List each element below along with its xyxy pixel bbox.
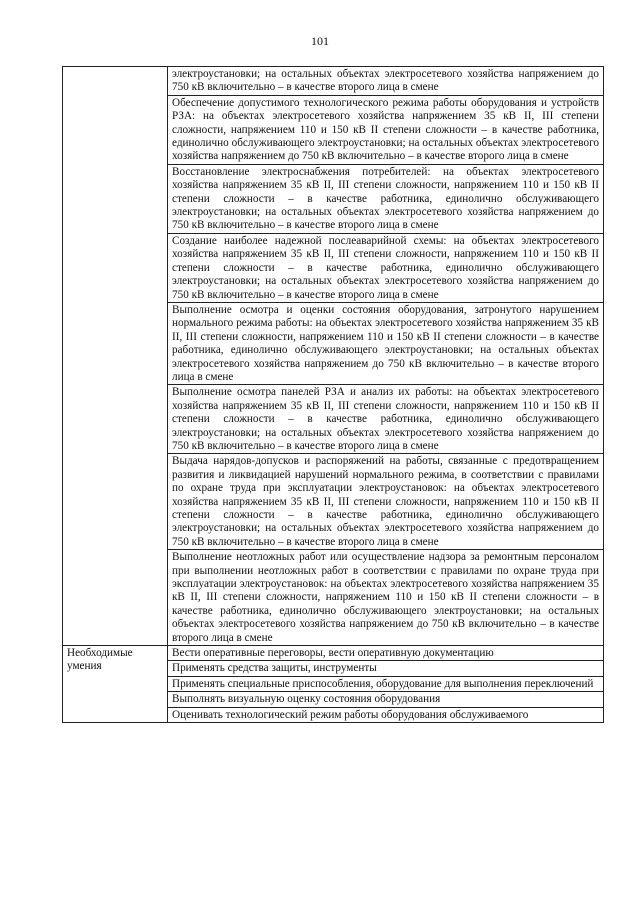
table-row [63,67,604,96]
table-cell: Выполнять визуальную оценку состояния оборудования [168,692,604,707]
table-cell: Оценивать технологический режим работы оборудования обслуживаемого [168,707,604,722]
table-cell: Выполнение неотложных работ или осуществление надзора за ремонтным персоналом при выполнении неотложных работ в соответствии с правилами по охране труда при эксплуатации электроустановок: на объектах электросетевого хозяйства напряжением 35 кВ II, III степени сложности, напряжением 110 и 150 кВ II степени сложности – в качестве работника, единолично обслуживающего электроустановки; на остальных объектах электросетевого хозяйства напряжением до 750 кВ включительно – в качестве второго лица в смене [168,550,604,646]
table-cell: Обеспечение допустимого технологического режима работы оборудования и устройств РЗА: на объектах электросетевого хозяйства напряжением 35 кВ II, III степени сложности, напряжением 110 и 150 кВ II степени сложности – в качестве работника, единолично обслуживающего электроустановки; на остальных объектах электросетевого хозяйства напряжением до 750 кВ включительно – в качестве второго лица в смене [168,95,604,164]
table-cell: электроустановки; на остальных объектах электросетевого хозяйства напряжением до 750 кВ включительно – в качестве второго лица в смене [168,67,604,96]
table-cell: Применять средства защиты, инструменты [168,661,604,676]
table-cell: Восстановление электроснабжения потребителей: на объектах электросетевого хозяйства напряжением 35 кВ II, III степени сложности, напряжением 110 и 150 кВ II степени сложности – в качестве работника, единолично обслуживающего электроустановки; на остальных объектах электросетевого хозяйства напряжением до 750 кВ включительно – в качестве второго лица в смене [168,164,604,233]
row-label-empty [63,67,168,646]
table-cell: Выдача нарядов-допусков и распоряжений на работы, связанные с предотвращением развития и ликвидацией нарушений нормального режима, в соответствии с правилами по охране труда при эксплуатации электроустановок: на объектах электросетевого хозяйства напряжением 35 кВ II, III степени сложности, напряжением 110 и 150 кВ II степени сложности – в качестве работника, единолично обслуживающего электроустановки; на остальных объектах электросетевого хозяйства напряжением до 750 кВ включительно – в качестве второго лица в смене [168,454,604,550]
page-number: 101 [311,34,329,48]
table-cell: Создание наиболее надежной послеаварийной схемы: на объектах электросетевого хозяйства напряжением 35 кВ II, III степени сложности, напряжением 110 и 150 кВ II степени сложности – в качестве работника, единолично обслуживающего электроустановки; на остальных объектах электросетевого хозяйства напряжением до 750 кВ включительно – в качестве второго лица в смене [168,233,604,302]
table-cell: Выполнение осмотра панелей РЗА и анализ их работы: на объектах электросетевого хозяйства напряжением 35 кВ II, III степени сложности, напряжением 110 и 150 кВ II степени сложности – в качестве работника, единолично обслуживающего электроустановки; на остальных объектах электросетевого хозяйства напряжением до 750 кВ включительно – в качестве второго лица в смене [168,385,604,454]
qualification-table [62,66,604,723]
table-cell: Применять специальные приспособления, оборудование для выполнения переключений [168,676,604,691]
table-row [63,646,604,661]
table-cell: Вести оперативные переговоры, вести оперативную документацию [168,646,604,661]
table-cell: Выполнение осмотра и оценки состояния оборудования, затронутого нарушением нормального режима работы: на объектах электросетевого хозяйства напряжением 35 кВ II, III степени сложности, напряжением 110 и 150 кВ II степени сложности – в качестве работника, единолично обслуживающего электроустановки; на остальных объектах электросетевого хозяйства напряжением до 750 кВ включительно – в качестве второго лица в смене [168,302,604,384]
row-label-skills [63,646,168,723]
row-label-line: умения [67,660,102,673]
row-label-line: Необходимые [67,647,133,660]
